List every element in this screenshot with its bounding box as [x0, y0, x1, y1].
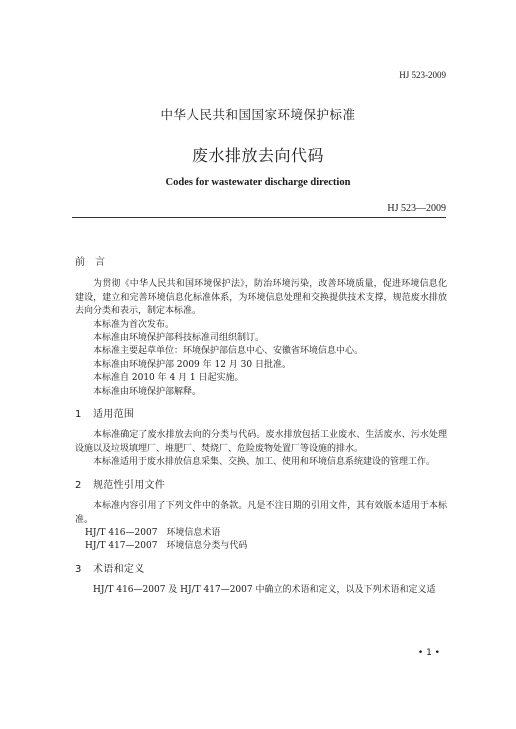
- foreword-heading: 前言: [75, 257, 115, 268]
- document-title-english: Codes for wastewater discharge direction: [165, 177, 351, 188]
- reference-item: HJ/T 416—2007 环境信息术语: [85, 527, 221, 538]
- foreword-paragraph: 本标准主要起草单位：环境保护部信息中心、安徽省环境信息中心。: [93, 346, 364, 357]
- header-rule: [72, 217, 446, 218]
- section-number: 1: [75, 409, 82, 421]
- section-normative-references: [75, 479, 447, 554]
- section-title: 适用范围: [93, 409, 135, 421]
- standard-number-top: HJ 523-2009: [399, 70, 446, 80]
- foreword-paragraph: 本标准由环境保护部科技标准司组织制订。: [93, 333, 265, 344]
- section-paragraph: 本标准确定了废水排放去向的分类与代码。废水排放包括工业废水、生活废水、污水处理设施以及垃圾填埋厂、堆肥厂、焚烧厂、危险废物处置厂等设施的排水。: [75, 430, 447, 454]
- section-paragraph: 本标准适用于废水排放信息采集、交换、加工、使用和环境信息系统建设的管理工作。: [93, 457, 436, 468]
- standard-number: HJ 523—2009: [387, 203, 446, 214]
- section-number: 2: [75, 479, 82, 491]
- section-paragraph: HJ/T 416—2007 及 HJ/T 417—2007 中确立的术语和定义，以及下列术语和定义适: [93, 585, 436, 596]
- section-paragraph: 本标准内容引用了下列文件中的条款。凡是不注日期的引用文件，其有效版本适用于本标准。: [75, 501, 447, 525]
- section-scope: [75, 408, 447, 470]
- standard-organization: 中华人民共和国国家环境保护标准: [160, 107, 356, 122]
- page-number: • 1 •: [417, 648, 440, 658]
- section-heading: [75, 563, 447, 576]
- foreword-paragraph: 本标准为首次发布。: [93, 319, 175, 330]
- foreword-paragraph: 本标准由环境保护部解释。: [93, 386, 202, 397]
- reference-item: HJ/T 417—2007 环境信息分类与代码: [85, 541, 248, 552]
- section-title: 术语和定义: [93, 563, 145, 575]
- section-heading: [75, 479, 447, 492]
- foreword-paragraph: 为贯彻《中华人民共和国环境保护法》，防治环境污染，改善环境质量，促进环境信息化建设，建立和完善环境信息化标准体系，为环境信息处理和交换提供技术支撑，规范废水排放去向分类和表示，制定本标准。: [75, 279, 447, 317]
- foreword-paragraph: 本标准由环境保护部 2009 年 12 月 30 日批准。: [93, 359, 291, 370]
- section-heading: [75, 408, 447, 421]
- foreword-section: [75, 256, 447, 399]
- document-title: 废水排放去向代码: [191, 146, 324, 165]
- section-number: 3: [75, 563, 82, 575]
- foreword-paragraph: 本标准自 2010 年 4 月 1 日起实施。: [93, 373, 244, 384]
- section-title: 规范性引用文件: [93, 479, 166, 491]
- section-terms-definitions: [75, 563, 447, 598]
- document-body: [75, 256, 447, 607]
